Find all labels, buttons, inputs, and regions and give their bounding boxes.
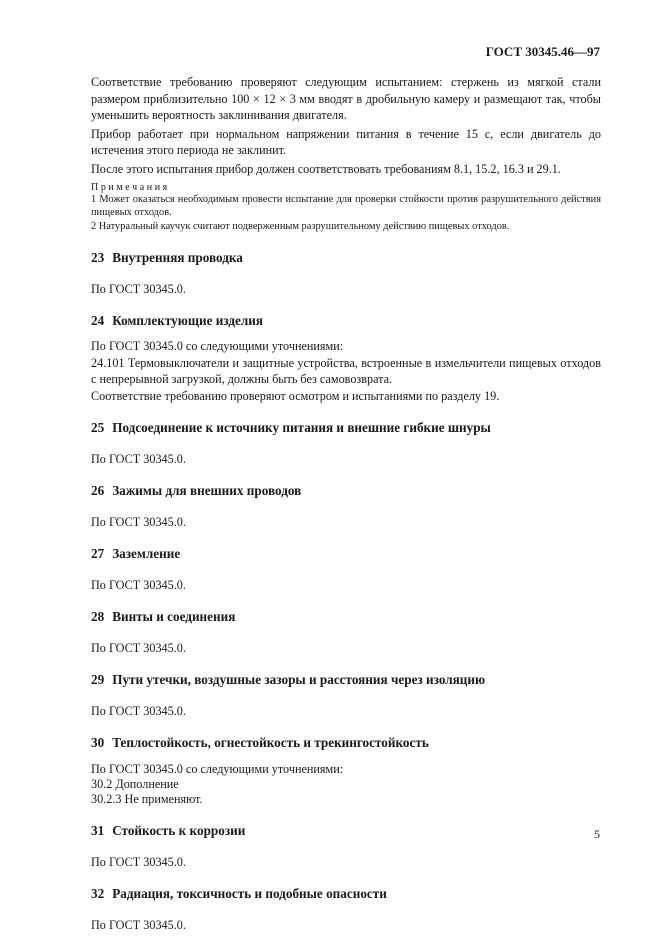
section-text: Соответствие требованию проверяют осмотром и испытаниями по разделу 19. [91,388,500,403]
section-text: По ГОСТ 30345.0 со следующими уточнениями: [91,338,344,353]
section-30 [91,735,601,807]
document-header: ГОСТ 30345.46—97 [485,44,600,59]
section-title: 30 Теплостойкость, огнестойкость и трекингостойкость [91,734,429,750]
intro-paragraph-1: Соответствие требованию проверяют следующим испытанием: стержень из мягкой стали размером приблизительно 100 × 12 × 3 мм вводят в дробильную камеру и размещают так, чтобы уменьшить вероятность заклинивания двигателя. [91,75,601,122]
section-23 [91,250,601,297]
section-title: 23 Внутренняя проводка [91,249,243,265]
section-title: 25 Подсоединение к источнику питания и внешние гибкие шнуры [91,419,491,435]
page-content [91,74,601,933]
section-text: По ГОСТ 30345.0 со следующими уточнениями: [91,761,344,776]
section-title: 27 Заземление [91,545,181,561]
section-title: 28 Винты и соединения [91,608,236,624]
note-2: 2 Натуральный каучук считают подверженным разрушительному действию пищевых отходов. [91,221,510,233]
section-title: 32 Радиация, токсичность и подобные опасности [91,885,387,901]
section-text: По ГОСТ 30345.0. [91,281,186,296]
section-text: По ГОСТ 30345.0. [91,917,186,932]
section-text: По ГОСТ 30345.0. [91,451,186,466]
section-27 [91,546,601,593]
section-26 [91,483,601,530]
section-29 [91,672,601,719]
section-text: 30.2.3 Не применяют. [91,791,203,806]
section-text: По ГОСТ 30345.0. [91,703,186,718]
section-text: По ГОСТ 30345.0. [91,514,186,529]
section-text: 30.2 Дополнение [91,776,179,791]
notes-title: Примечания [91,182,170,193]
intro-paragraph-2: Прибор работает при нормальном напряжении питания в течение 15 с, если двигатель до истечения этого периода не заклинит. [91,126,601,157]
section-title: 31 Стойкость к коррозии [91,822,246,838]
section-text: По ГОСТ 30345.0. [91,854,186,869]
section-25 [91,420,601,467]
section-title: 29 Пути утечки, воздушные зазоры и расстояния через изоляцию [91,671,486,687]
section-title: 26 Зажимы для внешних проводов [91,482,302,498]
section-31 [91,823,601,870]
section-28 [91,609,601,656]
page-number: 5 [594,827,600,841]
section-text: По ГОСТ 30345.0. [91,640,186,655]
section-24 [91,313,601,404]
section-title: 24 Комплектующие изделия [91,312,264,328]
section-32 [91,886,601,933]
note-1: 1 Может оказаться необходимым провести испытание для проверки стойкости против разрушительного действия пищевых отходов. [91,194,601,218]
section-text: По ГОСТ 30345.0. [91,577,186,592]
section-text: 24.101 Термовыключатели и защитные устройства, встроенные в измельчители пищевых отходов с непрерывной загрузкой, должны быть без самовозврата. [91,355,601,387]
intro-paragraph-3: После этого испытания прибор должен соответствовать требованиям 8.1, 15.2, 16.3 и 29.1. [91,161,561,176]
